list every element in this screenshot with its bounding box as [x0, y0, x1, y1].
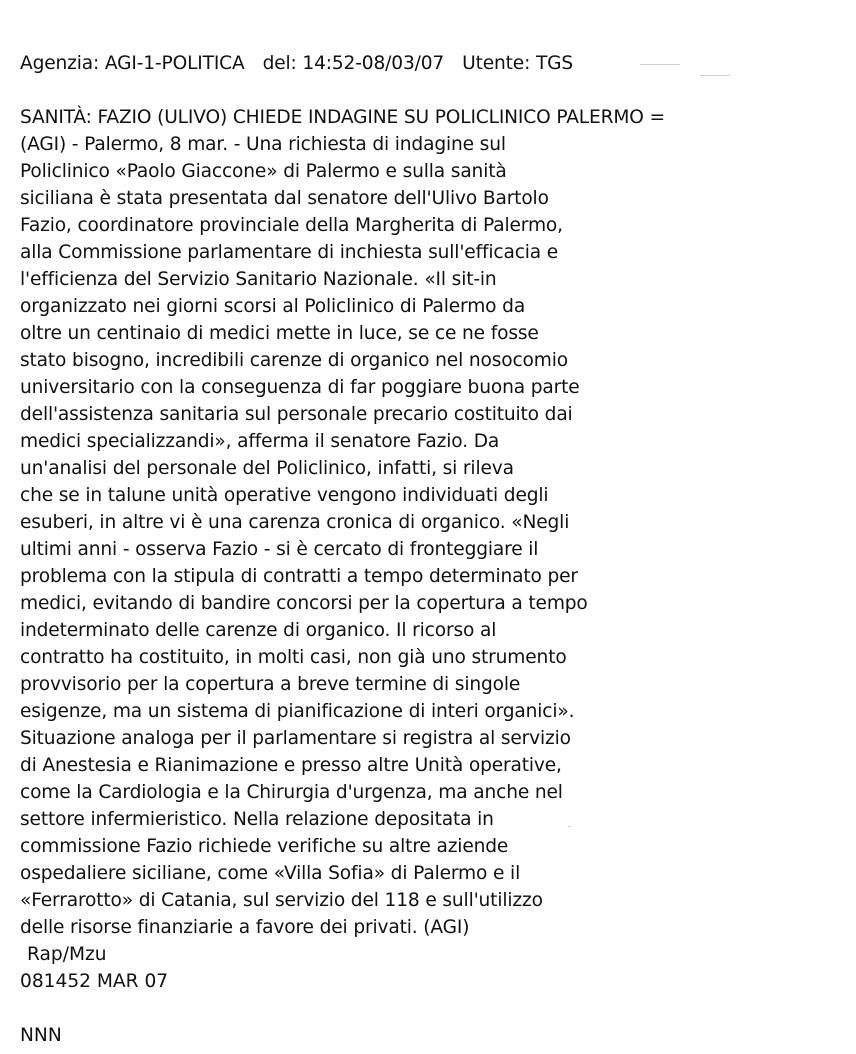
date-label: del: 14:52-08/03/07: [262, 53, 445, 74]
article-line: indeterminato delle carenze di organico. Il ricorso al: [20, 620, 497, 641]
article-line: Policlinico «Paolo Giaccone» di Palermo e sulla sanità: [20, 161, 507, 182]
scan-artifact: [640, 64, 680, 65]
article-line: medici specializzandi», afferma il senatore Fazio. Da: [20, 431, 500, 452]
article-line: alla Commissione parlamentare di inchiesta sull'efficacia e: [20, 242, 559, 263]
article-line: medici, evitando di bandire concorsi per la copertura a tempo: [20, 593, 588, 614]
transmission-timestamp: 081452 MAR 07: [20, 971, 169, 992]
user-label: Utente: TGS: [462, 53, 574, 74]
article-line: universitario con la conseguenza di far poggiare buona parte: [20, 377, 580, 398]
article-line: delle risorse finanziarie a favore dei privati. (AGI): [20, 917, 470, 938]
article-line: commissione Fazio richiede verifiche su altre aziende: [20, 836, 509, 857]
article-line: settore infermieristico. Nella relazione depositata in: [20, 809, 494, 830]
article-line: provvisorio per la copertura a breve termine di singole: [20, 674, 521, 695]
article-line: (AGI) - Palermo, 8 mar. - Una richiesta di indagine sul: [20, 134, 506, 155]
article-line: stato bisogno, incredibili carenze di organico nel nosocomio: [20, 350, 568, 371]
article-line: esuberi, in altre vi è una carenza cronica di organico. «Negli: [20, 512, 570, 533]
article-line: un'analisi del personale del Policlinico, infatti, si rileva: [20, 458, 514, 479]
article-line: ultimi anni - osserva Fazio - si è cercato di fronteggiare il: [20, 539, 539, 560]
article-line: ospedaliere siciliane, come «Villa Sofia» di Palermo e il: [20, 863, 521, 884]
article-line: oltre un centinaio di medici mette in luce, se ce ne fosse: [20, 323, 539, 344]
article-line: esigenze, ma un sistema di pianificazione di interi organici».: [20, 701, 575, 722]
article-line: dell'assistenza sanitaria sul personale precario costituito dai: [20, 404, 573, 425]
scan-artifact: [568, 826, 571, 827]
agency-label: Agenzia: AGI-1-POLITICA: [20, 53, 245, 74]
article-headline: SANITÀ: FAZIO (ULIVO) CHIEDE INDAGINE SU POLICLINICO PALERMO =: [20, 107, 665, 128]
end-of-message-mark: NNN: [20, 1025, 62, 1046]
article-line: Situazione analoga per il parlamentare si registra al servizio: [20, 728, 571, 749]
article-body: [20, 104, 820, 941]
article-line: organizzato nei giorni scorsi al Policlinico di Palermo da: [20, 296, 526, 317]
article-line: che se in talune unità operative vengono individuati degli: [20, 485, 549, 506]
scan-artifact: [700, 75, 730, 76]
article-line: contratto ha costituito, in molti casi, non già uno strumento: [20, 647, 567, 668]
article-line: l'efficienza del Servizio Sanitario Nazionale. «Il sit-in: [20, 269, 497, 290]
wire-header: [20, 50, 573, 77]
article-line: «Ferrarotto» di Catania, sul servizio del 118 e sull'utilizzo: [20, 890, 543, 911]
article-line: come la Cardiologia e la Chirurgia d'urgenza, ma anche nel: [20, 782, 563, 803]
article-line: siciliana è stata presentata dal senatore dell'Ulivo Bartolo: [20, 188, 549, 209]
author-signature: Rap/Mzu: [27, 944, 107, 965]
article-line: di Anestesia e Rianimazione e presso altre Unità operative,: [20, 755, 562, 776]
article-line: problema con la stipula di contratti a tempo determinato per: [20, 566, 578, 587]
article-line: Fazio, coordinatore provinciale della Margherita di Palermo,: [20, 215, 563, 236]
